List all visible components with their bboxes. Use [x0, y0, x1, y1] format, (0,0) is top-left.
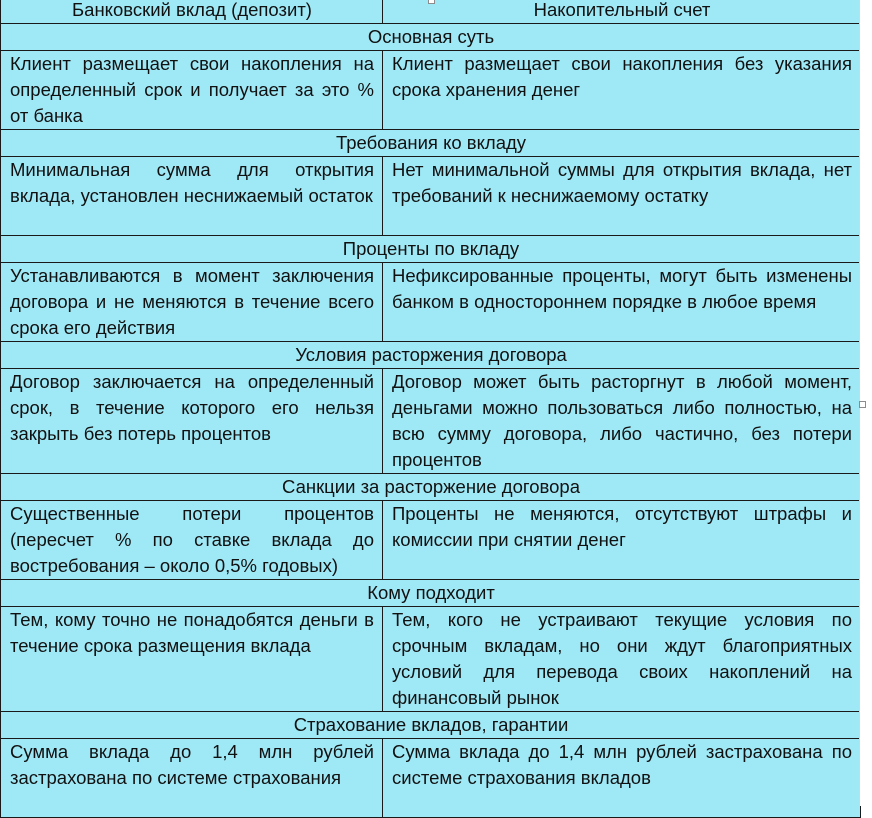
cell-savings-requirements: Нет минимальной суммы для открытия вклада, нет требований к неснижаемому остатку — [383, 157, 861, 236]
resize-handle-top[interactable] — [428, 0, 435, 4]
header-deposit: Банковский вклад (депозит) — [1, 0, 383, 24]
section-title-requirements: Требования ко вкладу — [1, 130, 861, 157]
section-title-termination: Условия расторжения договора — [1, 342, 861, 369]
cell-savings-essence: Клиент размещает свои накопления без указания срока хранения денег — [383, 51, 861, 130]
cell-deposit-interest: Устанавливаются в момент заключения договора и не меняются в течение всего срока его действия — [1, 263, 383, 342]
table-row — [1, 369, 861, 474]
cell-deposit-insurance: Сумма вклада до 1,4 млн рублей застрахована по системе страхования — [1, 739, 383, 818]
resize-handle-right[interactable] — [859, 401, 866, 408]
section-row — [1, 342, 861, 369]
cell-savings-interest: Нефиксированные проценты, могут быть изменены банком в одностороннем порядке в любое время — [383, 263, 861, 342]
cell-deposit-sanctions: Существенные потери процентов (пересчет % по ставке вклада до востребования – около 0,5% годовых) — [1, 501, 383, 580]
table-row — [1, 51, 861, 130]
section-title-interest: Проценты по вкладу — [1, 236, 861, 263]
table-row — [1, 263, 861, 342]
cell-savings-termination: Договор может быть расторгнут в любой момент, деньгами можно пользоваться либо полностью, на всю сумму договора, либо частично, без потери процентов — [383, 369, 861, 474]
table-row — [1, 157, 861, 236]
section-title-sanctions: Санкции за расторжение договора — [1, 474, 861, 501]
section-title-essence: Основная суть — [1, 24, 861, 51]
cell-deposit-requirements: Минимальная сумма для открытия вклада, установлен неснижаемый остаток — [1, 157, 383, 236]
section-row — [1, 236, 861, 263]
cell-deposit-termination: Договор заключается на определенный срок, в течение которого его нельзя закрыть без потерь процентов — [1, 369, 383, 474]
cell-deposit-suitable-for: Тем, кому точно не понадобятся деньги в течение срока размещения вклада — [1, 607, 383, 712]
section-row — [1, 474, 861, 501]
section-row — [1, 24, 861, 51]
section-title-suitable-for: Кому подходит — [1, 580, 861, 607]
section-row — [1, 712, 861, 739]
cell-deposit-essence: Клиент размещает свои накопления на определенный срок и получает за это % от банка — [1, 51, 383, 130]
cell-savings-suitable-for: Тем, кого не устраивают текущие условия по срочным вкладам, но они ждут благоприятных условий для перевода своих накоплений на финансовый рынок — [383, 607, 861, 712]
cell-savings-sanctions: Проценты не меняются, отсутствуют штрафы и комиссии при снятии денег — [383, 501, 861, 580]
cell-savings-insurance: Сумма вклада до 1,4 млн рублей застрахована по системе страхования вкладов — [383, 739, 861, 818]
section-row — [1, 130, 861, 157]
header-savings-account: Накопительный счет — [383, 0, 861, 24]
table-row — [1, 501, 861, 580]
section-title-insurance: Страхование вкладов, гарантии — [1, 712, 861, 739]
section-row — [1, 580, 861, 607]
table-row — [1, 607, 861, 712]
